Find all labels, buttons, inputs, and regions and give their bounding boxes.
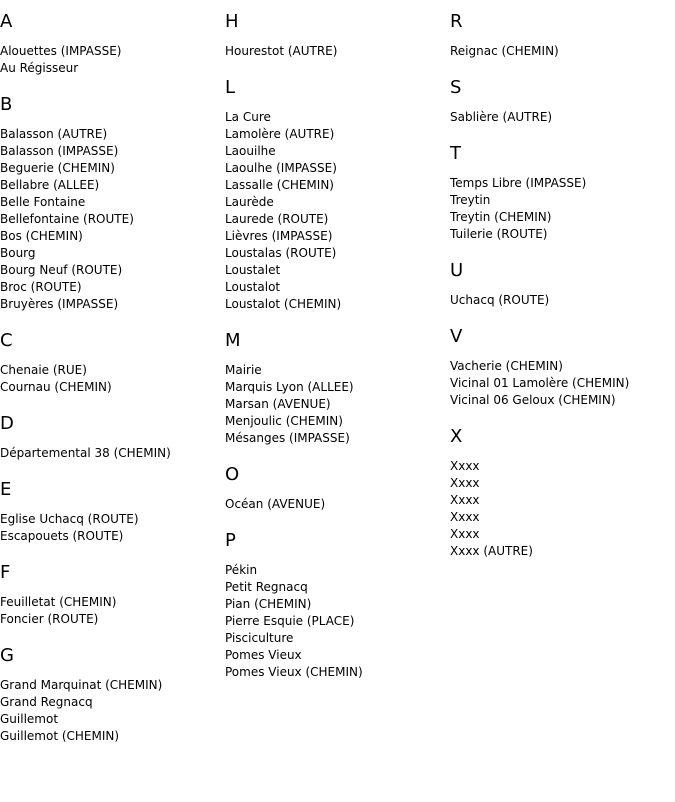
street-item: Balasson (AUTRE) <box>0 127 108 141</box>
street-list <box>225 562 450 681</box>
street-item: Tuilerie (ROUTE) <box>450 227 548 241</box>
street-item: Chenaie (RUE) <box>0 363 87 377</box>
letter-group <box>225 10 450 60</box>
street-item: Escapouets (ROUTE) <box>0 529 124 543</box>
street-list <box>0 43 225 77</box>
letter-group <box>0 10 225 77</box>
street-item: Bourg <box>0 246 36 260</box>
street-list <box>0 677 225 745</box>
street-list <box>225 362 450 447</box>
street-item: Broc (ROUTE) <box>0 280 82 294</box>
street-item: Laouilhe <box>225 144 276 158</box>
letter-group <box>450 259 675 309</box>
street-item: Mairie <box>225 363 262 377</box>
street-item: Xxxx <box>450 527 480 541</box>
street-list <box>0 445 225 462</box>
letter-heading: C <box>0 330 13 351</box>
street-list <box>225 496 450 513</box>
street-item: Pian (CHEMIN) <box>225 597 312 611</box>
street-item: Bruyères (IMPASSE) <box>0 297 119 311</box>
letter-heading: G <box>0 645 14 666</box>
letter-heading: S <box>450 77 462 98</box>
street-list <box>450 358 675 409</box>
street-item: Départemental 38 (CHEMIN) <box>0 446 171 460</box>
street-item: Lièvres (IMPASSE) <box>225 229 333 243</box>
letter-heading: T <box>450 143 461 164</box>
street-item: Eglise Uchacq (ROUTE) <box>0 512 139 526</box>
letter-heading: H <box>225 11 239 32</box>
street-item: Xxxx (AUTRE) <box>450 544 533 558</box>
street-list <box>225 109 450 313</box>
letter-group <box>225 529 450 681</box>
street-item: Balasson (IMPASSE) <box>0 144 119 158</box>
letter-group <box>225 329 450 447</box>
street-item: Treytin <box>450 193 491 207</box>
street-item: Vicinal 01 Lamolère (CHEMIN) <box>450 376 630 390</box>
street-item: Reignac (CHEMIN) <box>450 44 559 58</box>
street-item: Grand Marquinat (CHEMIN) <box>0 678 163 692</box>
street-item: Laoulhe (IMPASSE) <box>225 161 337 175</box>
letter-group <box>450 10 675 60</box>
letter-group <box>0 93 225 313</box>
street-item: Vicinal 06 Geloux (CHEMIN) <box>450 393 616 407</box>
letter-group <box>450 142 675 243</box>
street-item: Guillemot <box>0 712 59 726</box>
letter-group <box>450 325 675 409</box>
letter-group <box>0 329 225 396</box>
street-item: Treytin (CHEMIN) <box>450 210 552 224</box>
street-item: Grand Regnacq <box>0 695 93 709</box>
letter-heading: B <box>0 94 13 115</box>
street-item: Petit Regnacq <box>225 580 308 594</box>
street-item: Beguerie (CHEMIN) <box>0 161 115 175</box>
letter-heading: O <box>225 464 240 485</box>
street-item: Cournau (CHEMIN) <box>0 380 112 394</box>
street-item: Temps Libre (IMPASSE) <box>450 176 587 190</box>
street-item: Pierre Esquie (PLACE) <box>225 614 355 628</box>
street-item: Laurède <box>225 195 274 209</box>
street-item: Pékin <box>225 563 258 577</box>
street-item: Foncier (ROUTE) <box>0 612 99 626</box>
street-item: Alouettes (IMPASSE) <box>0 44 122 58</box>
street-item: Xxxx <box>450 510 480 524</box>
letter-group <box>0 478 225 545</box>
street-item: Bourg Neuf (ROUTE) <box>0 263 123 277</box>
street-item: Loustalet <box>225 263 281 277</box>
letter-heading: F <box>0 562 11 583</box>
letter-group <box>225 463 450 513</box>
street-list <box>0 511 225 545</box>
street-item: La Cure <box>225 110 271 124</box>
letter-heading: U <box>450 260 464 281</box>
letter-heading: V <box>450 326 463 347</box>
street-list <box>0 594 225 628</box>
letter-group <box>450 76 675 126</box>
street-list <box>450 292 675 309</box>
index-column-2 <box>225 10 450 697</box>
street-item: Marquis Lyon (ALLEE) <box>225 380 354 394</box>
street-item: Menjoulic (CHEMIN) <box>225 414 343 428</box>
street-item: Loustalot (CHEMIN) <box>225 297 342 311</box>
letter-heading: P <box>225 530 236 551</box>
letter-group <box>225 76 450 313</box>
letter-heading: A <box>0 11 13 32</box>
street-item: Bellabre (ALLEE) <box>0 178 100 192</box>
street-list <box>450 43 675 60</box>
street-item: Bos (CHEMIN) <box>0 229 83 243</box>
street-list <box>450 458 675 560</box>
street-list <box>225 43 450 60</box>
street-item: Au Régisseur <box>0 61 79 75</box>
letter-group <box>0 412 225 462</box>
street-list <box>450 175 675 243</box>
letter-heading: X <box>450 426 463 447</box>
letter-group <box>0 644 225 745</box>
street-item: Sablière (AUTRE) <box>450 110 553 124</box>
street-item: Océan (AVENUE) <box>225 497 326 511</box>
street-item: Vacherie (CHEMIN) <box>450 359 563 373</box>
index-column-3 <box>450 10 675 576</box>
street-item: Pomes Vieux <box>225 648 302 662</box>
street-item: Xxxx <box>450 493 480 507</box>
index-column-1 <box>0 10 225 761</box>
street-item: Belle Fontaine <box>0 195 86 209</box>
letter-heading: M <box>225 330 241 351</box>
street-item: Pomes Vieux (CHEMIN) <box>225 665 363 679</box>
street-item: Lassalle (CHEMIN) <box>225 178 334 192</box>
street-list <box>450 109 675 126</box>
street-list <box>0 126 225 313</box>
street-item: Bellefontaine (ROUTE) <box>0 212 134 226</box>
street-item: Guillemot (CHEMIN) <box>0 729 120 743</box>
street-item: Mésanges (IMPASSE) <box>225 431 350 445</box>
letter-heading: E <box>0 479 12 500</box>
street-item: Pisciculture <box>225 631 294 645</box>
letter-group <box>0 561 225 628</box>
street-item: Hourestot (AUTRE) <box>225 44 338 58</box>
street-item: Lamolère (AUTRE) <box>225 127 335 141</box>
street-item: Uchacq (ROUTE) <box>450 293 550 307</box>
street-item: Xxxx <box>450 459 480 473</box>
street-item: Feuilletat (CHEMIN) <box>0 595 117 609</box>
letter-heading: D <box>0 413 14 434</box>
street-list <box>0 362 225 396</box>
street-item: Xxxx <box>450 476 480 490</box>
street-item: Marsan (AVENUE) <box>225 397 331 411</box>
street-item: Loustalas (ROUTE) <box>225 246 337 260</box>
letter-group <box>450 425 675 560</box>
street-item: Loustalot <box>225 280 281 294</box>
letter-heading: L <box>225 77 236 98</box>
street-item: Laurede (ROUTE) <box>225 212 329 226</box>
letter-heading: R <box>450 11 463 32</box>
